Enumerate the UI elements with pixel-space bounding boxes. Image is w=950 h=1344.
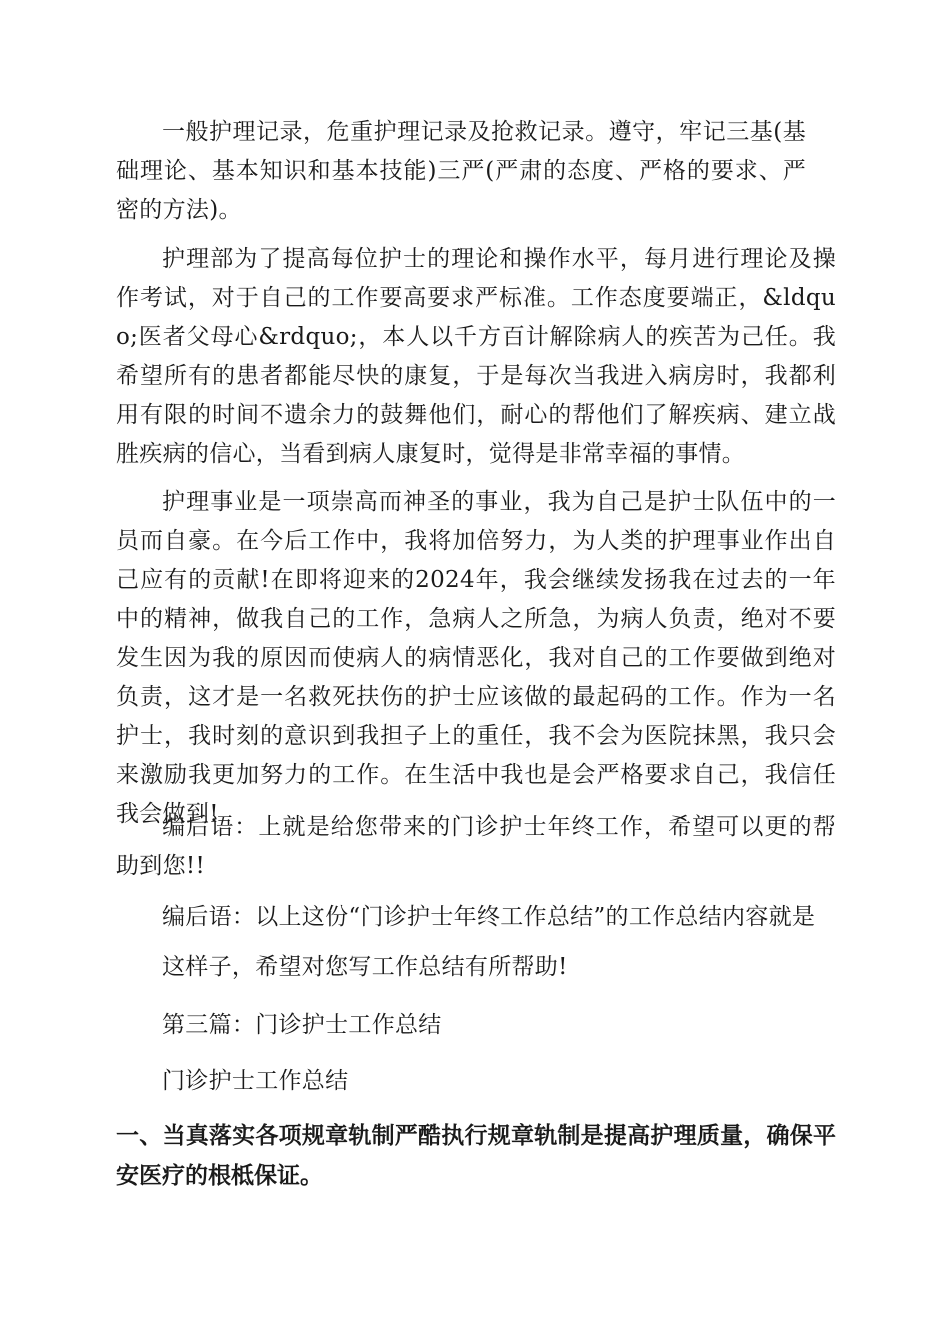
heading-rules-implementation: 一、当真落实各项规章轨制严酷执行规章轨制是提高护理质量，确保平安医疗的根柢保证。 xyxy=(116,1123,836,1189)
section-subtitle: 门诊护士工作总结 xyxy=(162,1068,349,1094)
paragraph-nursing-records: 一般护理记录，危重护理记录及抢救记录。遵守，牢记三基(基础理论、基本知识和基本技能)三严(严肃的态度、严格的要求、严密的方法)。 xyxy=(116,119,806,223)
paragraph-nursing-department: 护理部为了提高每位护士的理论和操作水平，每月进行理论及操作考试，对于自己的工作要高要求严标准。工作态度要端正，&ldquo;医者父母心&rdquo;，本人以千方百计解除病人的疾苦为己任。我希望所有的患者都能尽快的康复，于是每次当我进入病房时，我都利用有限的时间不遗余力的鼓舞他们，耐心的帮他们了解疾病、建立战胜疾病的信心，当看到病人康复时，觉得是非常幸福的事情。 xyxy=(116,246,836,467)
paragraph-editor-note-1: 编后语：上就是给您带来的门诊护士年终工作，希望可以更的帮助到您!! xyxy=(116,814,836,879)
section-title-part-three: 第三篇：门诊护士工作总结 xyxy=(162,1012,442,1038)
paragraph-nursing-career: 护理事业是一项崇高而神圣的事业，我为自己是护士队伍中的一员而自豪。在今后工作中，我将加倍努力，为人类的护理事业作出自己应有的贡献!在即将迎来的2024年，我会继续发扬我在过去的一年中的精神，做我自己的工作，急病人之所急，为病人负责，绝对不要发生因为我的原因而使病人的病情恶化，我对自己的工作要做到绝对负责，这才是一名救死扶伤的护士应该做的最起码的工作。作为一名护士，我时刻的意识到我担子上的重任，我不会为医院抹黑，我只会来激励我更加努力的工作。在生活中我也是会严格要求自己，我信任我会做到! xyxy=(116,489,836,827)
paragraph-editor-note-3: 这样子，希望对您写工作总结有所帮助! xyxy=(162,954,568,980)
paragraph-editor-note-2: 编后语：以上这份“门诊护士年终工作总结”的工作总结内容就是 xyxy=(162,904,816,930)
